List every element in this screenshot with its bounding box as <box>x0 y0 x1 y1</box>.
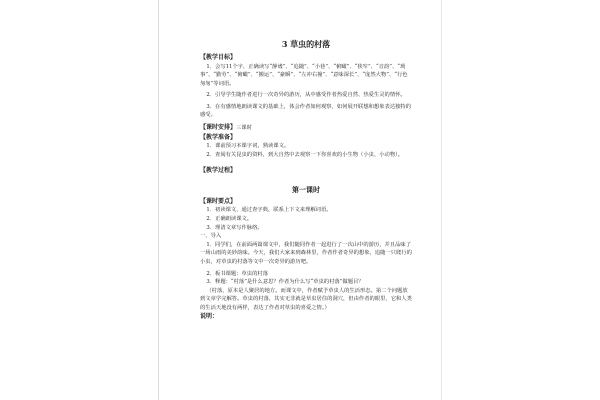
document-page <box>200 38 412 322</box>
step-text: 3．释题：“村落”是什么意思？作者为什么写“草虫的村落”做题目？ <box>206 279 364 286</box>
goal-item: 3．在有感情地朗读课文的基础上，体会作者如何观察，如何展开联想和想象表达独特的感受。 <box>200 103 412 119</box>
schedule-row <box>200 123 412 133</box>
lesson-title: 第一课时 <box>292 184 320 194</box>
prep-item: 1．课前预习本课字词，熟读课文。 <box>206 143 290 150</box>
prep-heading: 【教学准备】 <box>200 133 237 141</box>
page-right-edge <box>441 0 442 400</box>
goals-heading: 【教学目标】 <box>200 54 237 61</box>
point-item: 1．初读课文，通过查字典，联系上下文来理解词语。 <box>206 207 332 214</box>
step-heading: 一、导入 <box>200 233 222 240</box>
prep-item: 2．查阅有关昆虫的资料，到大自然中去观察一下你喜欢的小生物（小虫、小动物）。 <box>206 151 404 158</box>
schedule-heading: 【课时安排】 <box>200 124 237 132</box>
points-heading: 【课时要点】 <box>200 197 237 205</box>
step-text: 2．板书课题：草虫的村落 <box>206 270 268 277</box>
point-item: 3．理清文章写作脉络。 <box>206 224 263 231</box>
step-text: 1．同学们，在前面两篇课文中，我们随同作者一起进行了一次山中的游历，并且品味了一场山雨的美妙韵味。今天，我们大家来到森林里，作者作者奇异的想象，追随一只爬行的小虫，对草虫的村落等文中一次奇异的游历吧。 <box>200 241 412 265</box>
step-text: （村落，原本是人聚居的地方。而课文中，作者赋予草虫人的生活形态。第二个问题放到文章学完解答。草虫的村落，其实无非就是草虫居住的洞穴，但由作者的眼里，它和人类的生活天地没有两样，表达了作者对草虫的喜爱之情。） <box>200 287 412 311</box>
goal-item: 2．引导学生随作者进行一次奇异的游历，从中感受作者热爱自然、热爱生灵的情怀。 <box>206 92 406 99</box>
schedule-value: 三课时 <box>236 125 252 132</box>
goal-item: 1．会写11个字，正确读写“静谧”、“追随”、“小巷”、“俯瞰”、“狭窄”、“音韵”、“琐事”、“勤劳”、“俯瞰”、“搬运”、“豪瞬”、“左冲右撞”、“意味深长”、“庞然大物”、“行色匆匆”等词语。 <box>200 63 408 87</box>
page-left-edge <box>158 0 159 400</box>
point-item: 2．正确朗读课文。 <box>206 215 253 222</box>
note-label: 说明： <box>200 313 219 321</box>
document-title: 3 草虫的村落 <box>281 39 331 49</box>
process-heading: 【教学过程】 <box>200 167 237 175</box>
